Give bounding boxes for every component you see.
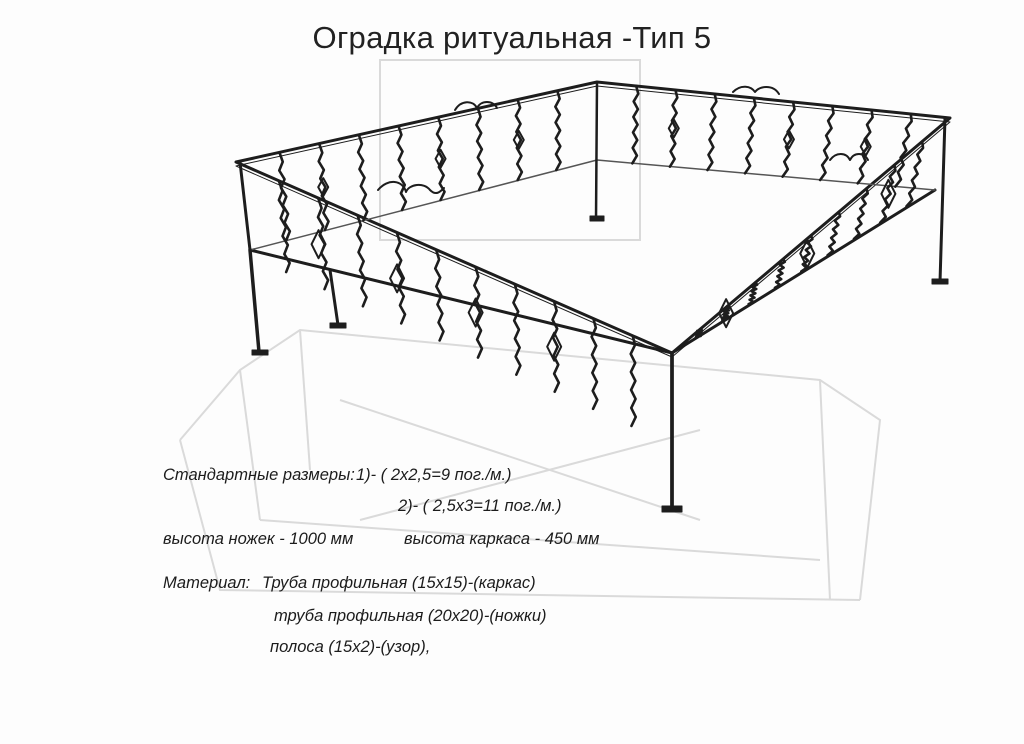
bottom-frame-rail-back	[250, 160, 597, 250]
fence-picket	[632, 86, 638, 163]
fence-picket	[555, 91, 560, 170]
fence-picket	[553, 302, 559, 392]
fence-picket	[707, 94, 716, 170]
legs-height: высота ножек - 1000 мм	[163, 530, 354, 548]
fence-picket	[696, 330, 702, 337]
fence-picket	[474, 268, 482, 358]
fence-picket	[357, 216, 366, 306]
foot-left-mid	[330, 323, 346, 328]
scroll-ornament-back	[733, 87, 779, 94]
foot-front-right	[662, 506, 682, 512]
leg-left-mid	[330, 270, 338, 325]
fence-picket	[516, 100, 522, 180]
material-frame: Труба профильная (15х15)-(каркас)	[262, 574, 536, 592]
fence-picket	[820, 106, 833, 180]
corner-post-back-right	[940, 118, 945, 282]
corner-post-front-left	[240, 162, 250, 250]
fence-picket	[745, 98, 755, 173]
material-label: Материал:	[163, 574, 251, 592]
fence-picket	[670, 90, 677, 167]
page-title: Оградка ритуальная -Тип 5	[312, 20, 712, 55]
foot-front-left	[252, 350, 268, 355]
fence-picket	[592, 319, 598, 409]
fence-picket	[398, 126, 406, 210]
fence-picket	[631, 336, 636, 426]
material-pattern: полоса (15х2)-(узор),	[270, 638, 431, 656]
fence-picket	[476, 109, 483, 190]
foot-back-right	[932, 279, 948, 284]
fence-picket	[358, 135, 367, 220]
foot-back	[590, 216, 604, 221]
material-legs: труба профильная (20х20)-(ножки)	[274, 607, 547, 625]
size-option-1: 1)- ( 2х2,5=9 пог./м.)	[356, 466, 512, 484]
size-option-2: 2)- ( 2,5х3=11 пог./м.)	[398, 497, 562, 515]
frame-height: высота каркаса - 450 мм	[404, 530, 600, 548]
corner-post-back	[596, 82, 597, 220]
leg-front-left	[250, 250, 259, 352]
fence-picket	[895, 114, 911, 187]
scroll-ornament-front	[378, 182, 444, 193]
fence-picket	[513, 285, 520, 375]
sizes-label: Стандартные размеры:	[163, 466, 355, 484]
fence-picket	[319, 144, 329, 230]
